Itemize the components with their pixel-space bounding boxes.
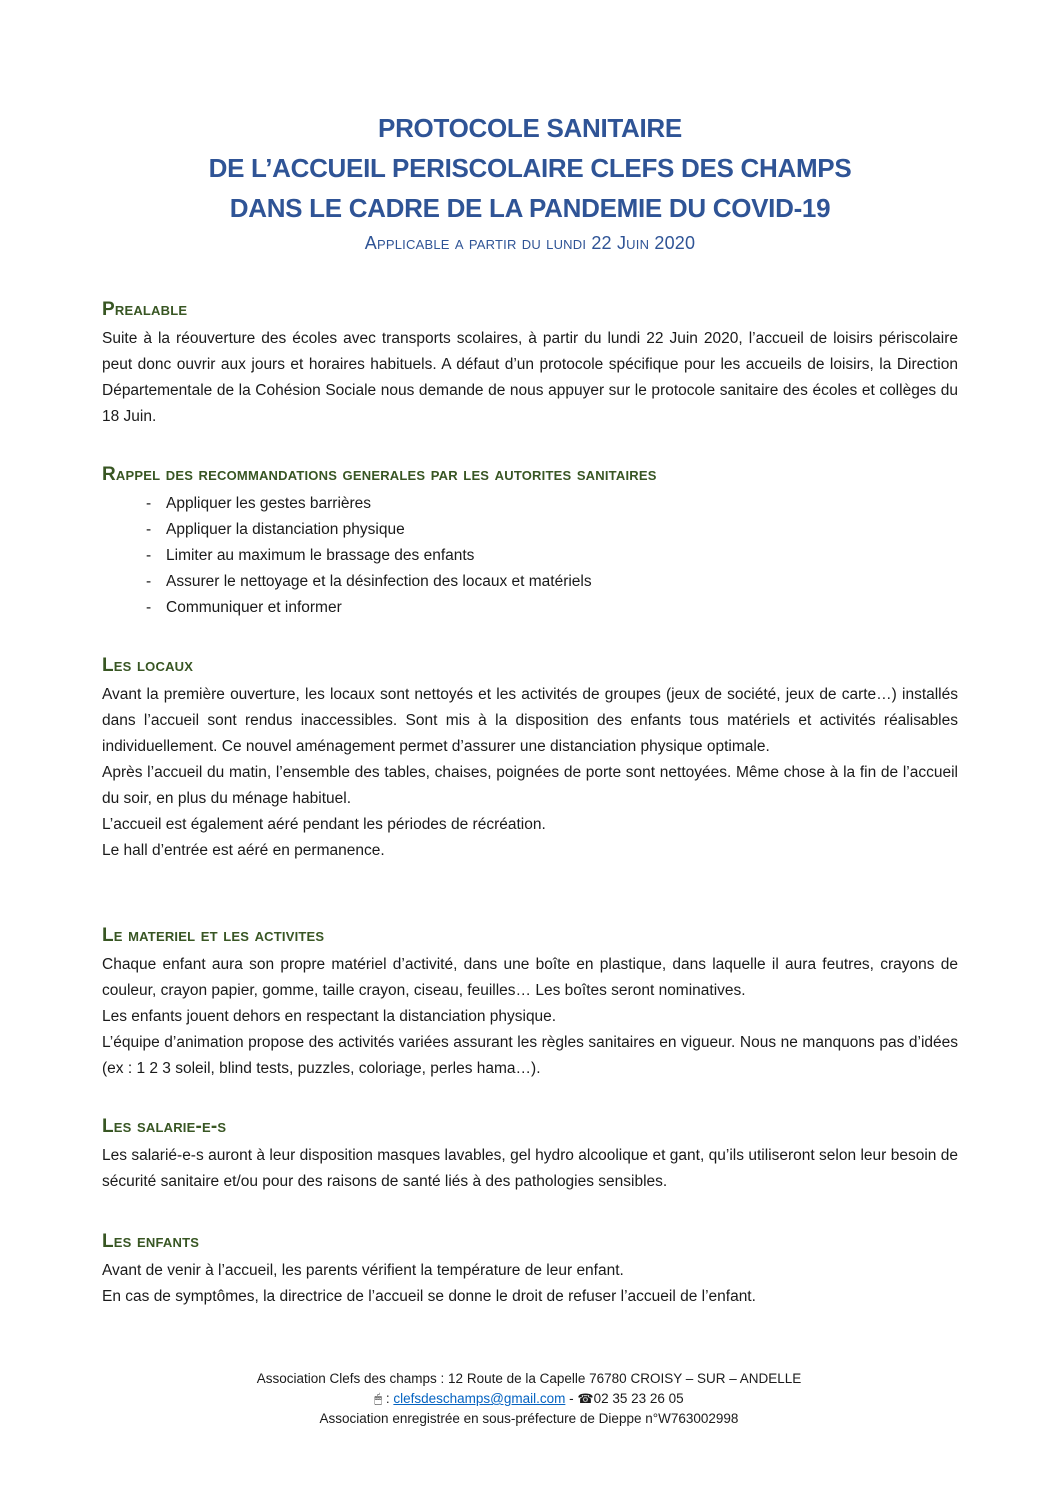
document-title-block <box>102 108 958 258</box>
salaries-text: Les salarié-e-s auront à leur disposition masques lavables, gel hydro alcoolique et gant, qu’ils utiliseront selon leur besoin de sécurité sanitaire et/ou pour des raisons de santé liés à des pathologies sensibles. <box>102 1147 958 1190</box>
section-enfants <box>102 1228 958 1310</box>
title-line-2: DE L’ACCUEIL PERISCOLAIRE CLEFS DES CHAMPS <box>208 153 852 183</box>
prealable-text: Suite à la réouverture des écoles avec transports scolaires, à partir du lundi 22 Juin 2020, l’accueil de loisirs périscolaire peut donc ouvrir aux jours et horaires habituels. A défaut d’un protocole spécifique pour les accueils de loisirs, la Direction Départementale de la Cohésion Sociale nous demande de nous appuyer sur le protocole sanitaire des écoles et collèges du 18 Juin. <box>102 330 958 425</box>
dash-bullet: - <box>146 573 152 590</box>
section-locaux <box>102 652 958 864</box>
recommendations-list <box>102 491 958 621</box>
email-link[interactable]: clefsdeschamps@gmail.com <box>393 1391 566 1406</box>
title-line-3: DANS LE CADRE DE LA PANDEMIE DU COVID-19 <box>229 193 831 223</box>
section-heading-prealable: Prealable <box>102 299 188 320</box>
dash-bullet: - <box>146 547 152 564</box>
section-heading-enfants: Les enfants <box>102 1231 200 1252</box>
locaux-paragraph-2: Après l’accueil du matin, l’ensemble des tables, chaises, poignées de porte sont nettoyées. Même chose à la fin de l’accueil du soir, en plus du ménage habituel. <box>102 764 958 807</box>
enfants-paragraph-1: Avant de venir à l’accueil, les parents vérifient la température de leur enfant. <box>102 1262 624 1279</box>
phone-number: 02 35 23 26 05 <box>593 1391 684 1406</box>
section-heading-rappel: Rappel des recommandations generales par les autorites sanitaires <box>102 464 657 485</box>
mouse-pointer-icon: 🖱 <box>374 1391 383 1406</box>
list-item: - Assurer le nettoyage et la désinfection des locaux et matériels <box>102 569 958 595</box>
materiel-paragraph-2: Les enfants jouent dehors en respectant la distanciation physique. <box>102 1008 557 1025</box>
locaux-paragraph-1: Avant la première ouverture, les locaux sont nettoyés et les activités de groupes (jeux de société, jeux de carte…) installés dans l’accueil sont rendus inaccessibles. Sont mis à la disposition des enfants tous matériels et activités réalisables individuellement. Ce nouvel aménagement permet d’assurer une distanciation physique optimale. <box>102 686 958 755</box>
section-salaries <box>102 1113 958 1195</box>
list-item: - Appliquer les gestes barrières <box>102 491 958 517</box>
telephone-icon: ☎ <box>577 1391 594 1406</box>
footer-registration: Association enregistrée en sous-préfecture de Dieppe n°W763002998 <box>319 1411 739 1426</box>
locaux-paragraph-4: Le hall d’entrée est aéré en permanence. <box>102 842 385 859</box>
section-prealable <box>102 296 958 430</box>
title-line-1: PROTOCOLE SANITAIRE <box>378 113 682 143</box>
list-item: - Communiquer et informer <box>102 595 958 621</box>
section-heading-locaux: Les locaux <box>102 655 194 676</box>
section-heading-materiel: Le materiel et les activites <box>102 925 325 946</box>
dash-bullet: - <box>146 599 152 616</box>
footer-contact: 🖱 : clefsdeschamps@gmail.com - ☎02 35 23 26 05 <box>374 1391 684 1406</box>
materiel-paragraph-3: L’équipe d’animation propose des activités variées assurant les règles sanitaires en vigueur. Nous ne manquons pas d’idées (ex : 1 2 3 soleil, blind tests, puzzles, coloriage, perles hama…). <box>102 1034 958 1077</box>
section-rappel <box>102 461 958 621</box>
document-footer <box>0 1369 1058 1429</box>
list-item: - Appliquer la distanciation physique <box>102 517 958 543</box>
section-materiel <box>102 922 958 1082</box>
dash-bullet: - <box>146 521 152 538</box>
dash-bullet: - <box>146 495 152 512</box>
materiel-paragraph-1: Chaque enfant aura son propre matériel d’activité, dans une boîte en plastique, dans laquelle il aura feutres, crayons de couleur, crayon papier, gomme, taille crayon, ciseau, feuilles… Les boîtes seront nominatives. <box>102 956 958 999</box>
list-item: - Limiter au maximum le brassage des enfants <box>102 543 958 569</box>
subtitle: Applicable a partir du lundi 22 Juin 2020 <box>364 233 696 253</box>
footer-address: Association Clefs des champs : 12 Route de la Capelle 76780 CROISY – SUR – ANDELLE <box>256 1371 802 1386</box>
section-heading-salaries: Les salarie-e-s <box>102 1116 227 1137</box>
enfants-paragraph-2: En cas de symptômes, la directrice de l’accueil se donne le droit de refuser l’accueil de l’enfant. <box>102 1288 756 1305</box>
locaux-paragraph-3: L’accueil est également aéré pendant les périodes de récréation. <box>102 816 546 833</box>
